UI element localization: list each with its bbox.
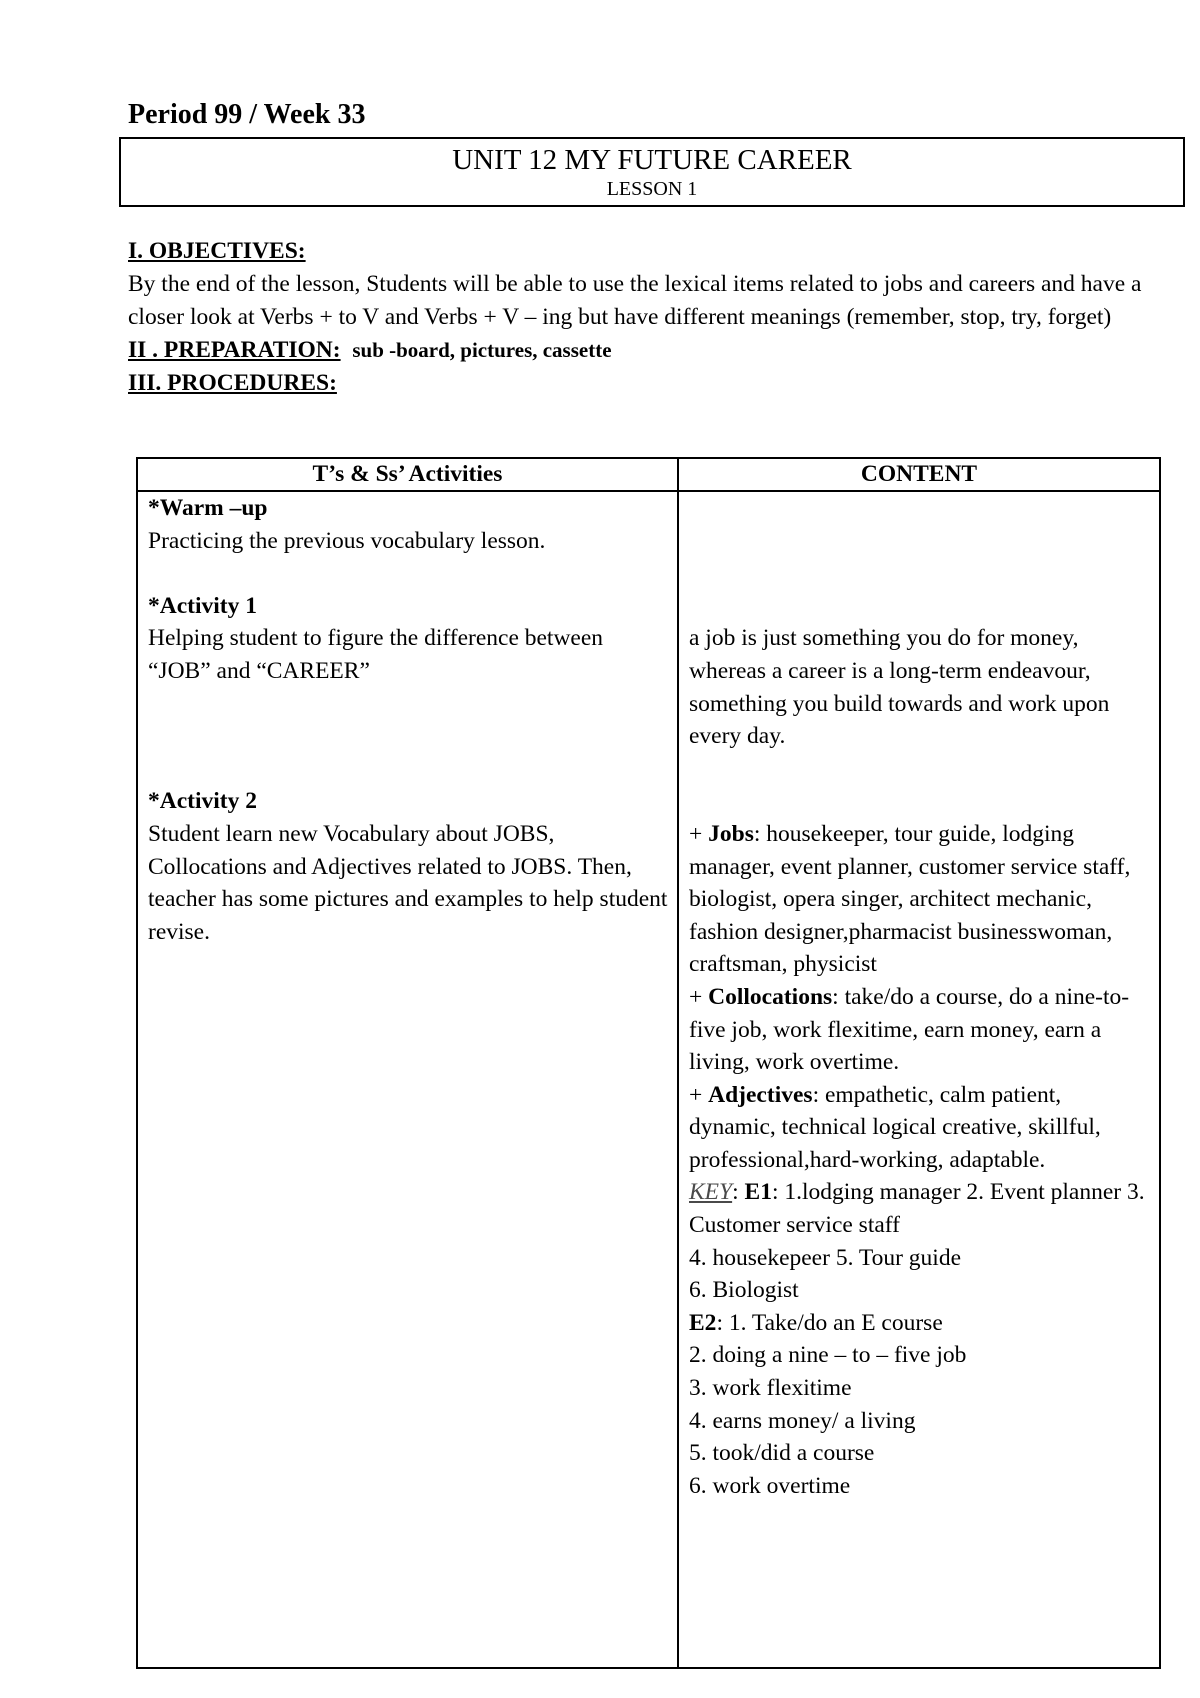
activity2-text: Student learn new Vocabulary about JOBS, Collocations and Adjectives related to JOBS. Then, teacher has some pictures and examples to help student revise. — [148, 820, 668, 945]
spacer — [689, 590, 1151, 623]
e2-block — [689, 1307, 1151, 1340]
spacer — [148, 557, 669, 590]
procedures-table — [136, 457, 1161, 1669]
collocations-text: : take/do a course, do a nine-to-five job, work flexitime, earn money, earn a living, work overtime. — [689, 983, 1130, 1076]
jobs-block — [689, 818, 1151, 981]
jobs-prefix: + — [689, 820, 709, 847]
spacer — [689, 492, 1151, 525]
e2-line: 2. doing a nine – to – five job — [689, 1342, 967, 1369]
unit-title-box — [119, 137, 1185, 207]
spacer — [148, 688, 669, 721]
e2-label: E2 — [689, 1309, 717, 1336]
adjectives-text: : empathetic, calm patient, dynamic, technical logical creative, skillful, professional,hard-working, adaptable. — [689, 1081, 1101, 1173]
e2-line: 6. work overtime — [689, 1472, 851, 1499]
jobs-text: : housekeeper, tour guide, lodging manager, event planner, customer service staff, biologist, opera singer, architect mechanic, fashion designer,pharmacist businesswoman, craftsman, physicist — [689, 820, 1131, 978]
spacer — [689, 525, 1151, 558]
key-label: KEY — [689, 1179, 733, 1206]
spacer — [148, 753, 669, 786]
activity1-text: Helping student to figure the difference between “JOB” and “CAREER” — [148, 625, 604, 684]
lesson-label: LESSON 1 — [606, 178, 698, 200]
table-body-row — [137, 491, 1160, 1668]
preparation-heading: II . PREPARATION: — [128, 337, 341, 363]
objectives-text: By the end of the lesson, Students will be able to use the lexical items related to jobs and careers and have a closer look at Verbs + to V and Verbs + V – ing but have different meanings (remember, stop, try, forget) — [128, 271, 1142, 330]
collocations-block — [689, 981, 1151, 1079]
table-header-row — [137, 458, 1160, 491]
adjectives-block — [689, 1079, 1151, 1177]
header-content: CONTENT — [678, 458, 1160, 491]
spacer — [689, 557, 1151, 590]
objectives-section — [128, 235, 1158, 400]
objectives-heading: I. OBJECTIVES: — [128, 238, 306, 264]
e2-line: 5. took/did a course — [689, 1440, 875, 1467]
procedures-heading: III. PROCEDURES: — [128, 370, 337, 396]
spacer — [689, 785, 1151, 818]
warmup-text: Practicing the previous vocabulary lesson. — [148, 527, 546, 554]
activity2-title: *Activity 2 — [148, 788, 257, 815]
e2-line: 3. work flexitime — [689, 1375, 852, 1402]
spacer — [689, 753, 1151, 786]
activity1-title: *Activity 1 — [148, 592, 257, 619]
unit-title: UNIT 12 MY FUTURE CAREER — [452, 144, 852, 176]
spacer — [148, 720, 669, 753]
preparation-line — [128, 334, 1158, 367]
e2-text: : 1. Take/do an E course — [716, 1309, 943, 1336]
collocations-prefix: + — [689, 983, 709, 1010]
header-activities: T’s & Ss’ Activities — [137, 458, 678, 491]
adjectives-prefix: + — [689, 1081, 709, 1108]
activities-cell — [137, 491, 678, 1668]
e1-line: 6. Biologist — [689, 1277, 799, 1304]
e1-text: : 1.lodging manager 2. Event planner 3. Customer service staff — [689, 1179, 1145, 1239]
e1-block — [689, 1176, 1151, 1241]
e1-label: E1 — [744, 1179, 772, 1206]
content-cell — [678, 491, 1160, 1668]
e1-line: 4. housekepeer 5. Tour guide — [689, 1244, 962, 1271]
jobs-label: Jobs — [708, 820, 754, 847]
adjectives-label: Adjectives — [708, 1081, 813, 1108]
e2-line: 4. earns money/ a living — [689, 1407, 916, 1434]
collocations-label: Collocations — [708, 983, 833, 1010]
job-career-text: a job is just something you do for money, whereas a career is a long-term endeavour, something you build towards and work upon every day. — [689, 625, 1110, 750]
key-sep: : — [732, 1179, 745, 1206]
preparation-items: sub -board, pictures, cassette — [352, 338, 612, 362]
page-period: Period 99 / Week 33 — [128, 99, 366, 130]
warmup-title: *Warm –up — [148, 495, 268, 521]
